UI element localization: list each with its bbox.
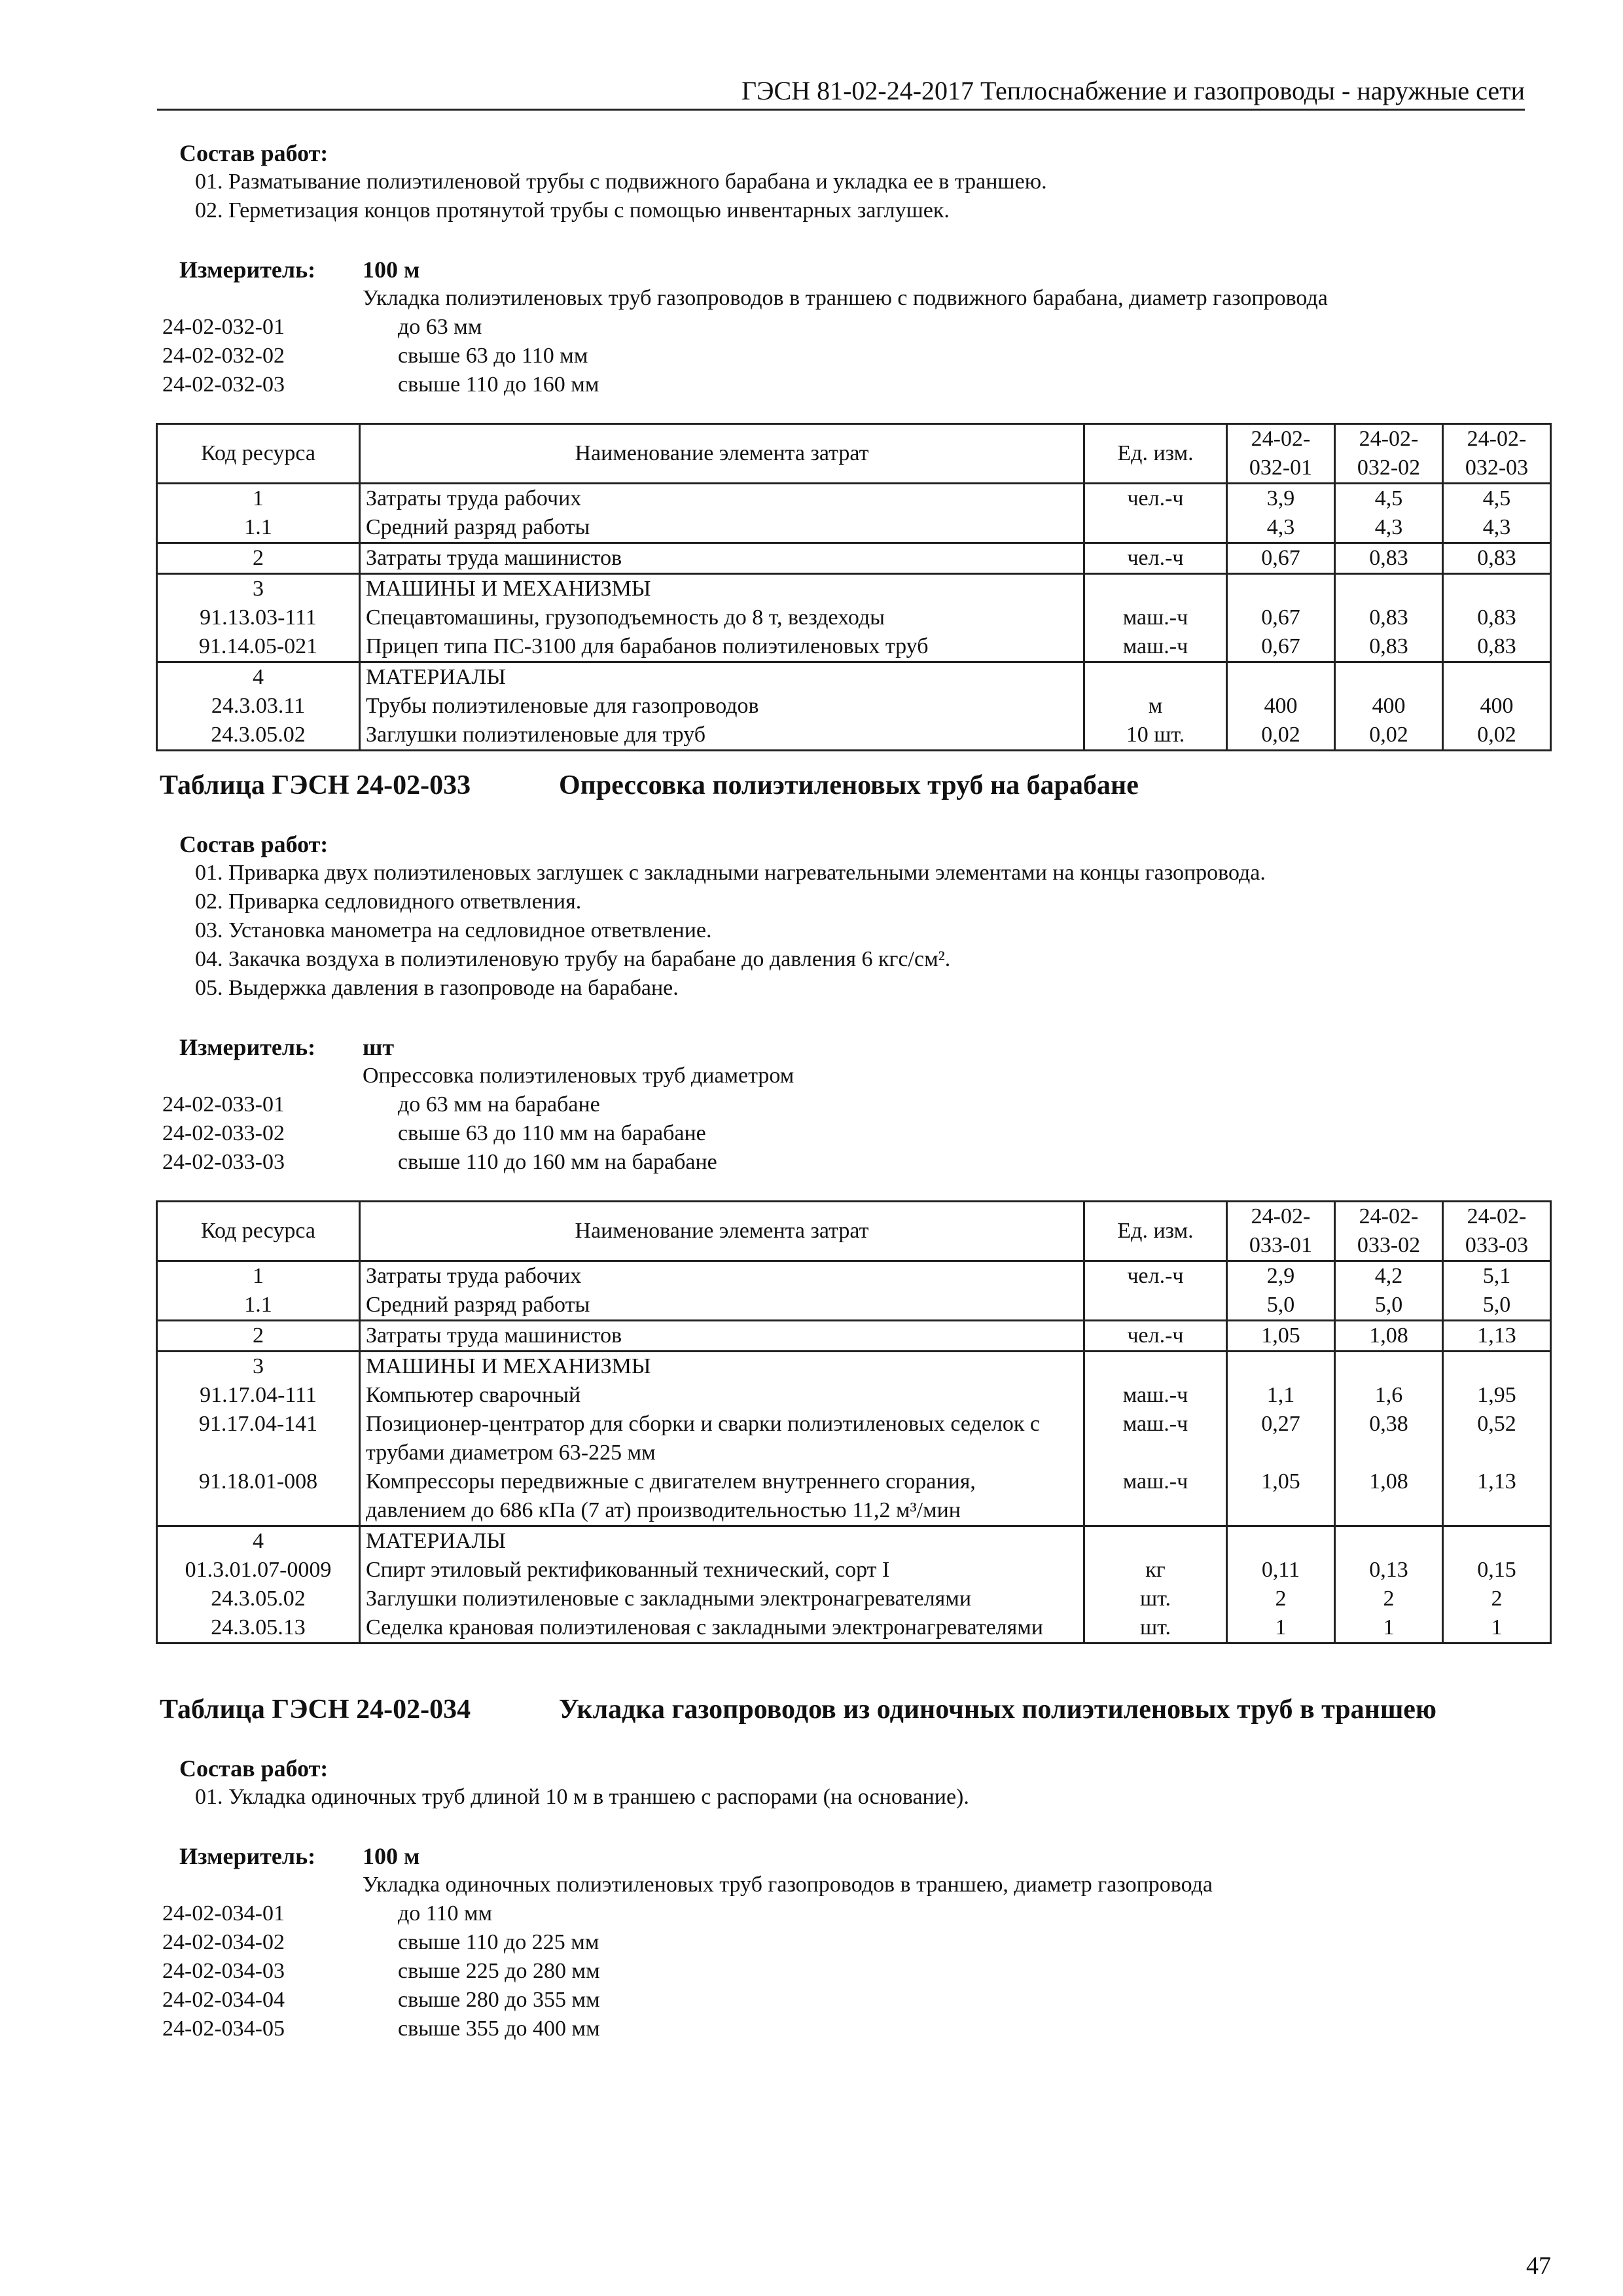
sec2-works [157,830,1531,1003]
cell-value: 4,2 [1335,1261,1443,1291]
cell-value [1227,1526,1335,1556]
code-id: 24-02-032-03 [162,372,285,397]
table-row [157,1585,1551,1613]
works-label: Состав работ: [179,140,329,166]
cell-name: Компьютер сварочный [360,1381,1084,1410]
cell-name: Позиционер-центратор для сборки и сварки полиэтиленовых седелок с трубами диаметром 63-225 мм [360,1410,1084,1467]
cell-value: 1,1 [1227,1381,1335,1410]
header-title: ГЭСН 81-02-24-2017 Теплоснабжение и газопроводы - наружные сети [741,76,1525,105]
header-norm-code: 24-02- 032-02 [1335,424,1443,484]
code-id: 24-02-034-04 [162,1988,285,2012]
table-row [157,1526,1551,1556]
header-norm-code: 24-02- 033-01 [1227,1202,1335,1261]
cell-value: 2 [1443,1585,1551,1613]
cell-name: Заглушки полиэтиленовые для труб [360,721,1084,751]
cell-value: 0,52 [1443,1410,1551,1467]
code-line [157,1928,1531,1957]
cell-code: 4 [157,1526,360,1556]
cell-unit: чел.-ч [1084,484,1227,514]
cell-unit: кг [1084,1556,1227,1585]
cell-value: 2,9 [1227,1261,1335,1291]
work-item: 05. Выдержка давления в газопроводе на барабане. [195,976,679,1000]
code-description: свыше 63 до 110 мм на барабане [398,1121,706,1145]
cell-name: Прицеп типа ПС-3100 для барабанов полиэтиленовых труб [360,632,1084,662]
cell-value [1335,1526,1443,1556]
cell-value: 0,27 [1227,1410,1335,1467]
code-line [157,1119,1531,1148]
code-description: до 110 мм [398,1901,493,1926]
header-norm-code: 24-02- 033-02 [1335,1202,1443,1261]
cell-value: 0,02 [1443,721,1551,751]
table-title-code: Таблица ГЭСН 24-02-033 [160,770,471,800]
meter-label: Измеритель: [179,257,316,283]
table-row [157,662,1551,692]
cell-unit: маш.-ч [1084,632,1227,662]
code-line [157,2015,1531,2043]
meter-label: Измеритель: [179,1843,316,1869]
cell-value: 0,13 [1335,1556,1443,1585]
cell-unit [1084,574,1227,604]
code-line [157,1986,1531,2015]
table-row [157,1467,1551,1526]
cell-value [1227,1352,1335,1382]
cell-code: 2 [157,543,360,574]
code-id: 24-02-034-03 [162,1959,285,1983]
meter-label: Измеритель: [179,1034,316,1060]
cell-unit: 10 шт. [1084,721,1227,751]
meter-unit: шт [363,1034,395,1060]
cell-name: МАШИНЫ И МЕХАНИЗМЫ [360,1352,1084,1382]
code-description: до 63 мм [398,315,482,339]
cell-value: 5,0 [1335,1291,1443,1321]
cell-value: 400 [1443,692,1551,721]
meter-description: Опрессовка полиэтиленовых труб диаметром [363,1064,794,1088]
table-header-row [157,1202,1551,1261]
table-row [157,1352,1551,1382]
works-label: Состав работ: [179,1755,329,1782]
cell-value: 0,83 [1335,603,1443,632]
cell-unit: маш.-ч [1084,1410,1227,1467]
cell-value: 0,02 [1335,721,1443,751]
cell-value: 0,83 [1335,632,1443,662]
table-row [157,513,1551,543]
cell-code: 1.1 [157,1291,360,1321]
cell-name: Спирт этиловый ректификованный технический, сорт I [360,1556,1084,1585]
cell-value: 3,9 [1227,484,1335,514]
header-unit: Ед. изм. [1084,424,1227,484]
meter-unit: 100 м [363,257,420,283]
table-row [157,1556,1551,1585]
cell-value: 1,08 [1335,1467,1443,1526]
cell-value: 0,67 [1227,632,1335,662]
code-description: свыше 110 до 160 мм на барабане [398,1150,717,1174]
page-number: 47 [1526,2252,1551,2280]
code-line [157,342,1531,370]
cell-value: 5,0 [1443,1291,1551,1321]
resource-table-033 [156,1200,1552,1644]
table-row [157,574,1551,604]
cell-unit [1084,1526,1227,1556]
cell-code: 2 [157,1321,360,1352]
header-code: Код ресурса [157,1202,360,1261]
cell-name: Затраты труда машинистов [360,1321,1084,1352]
code-description: свыше 355 до 400 мм [398,2017,600,2041]
work-item: 01. Разматывание полиэтиленовой трубы с подвижного барабана и укладка ее в траншею. [195,170,1047,194]
cell-name: Средний разряд работы [360,1291,1084,1321]
cell-unit [1084,662,1227,692]
code-id: 24-02-034-01 [162,1901,285,1926]
code-id: 24-02-033-02 [162,1121,285,1145]
work-item: 01. Приварка двух полиэтиленовых заглушек с закладными нагревательными элементами на концы газопровода. [195,861,1266,885]
sec2-meter [157,1033,1531,1177]
table-row [157,543,1551,574]
cell-value [1443,662,1551,692]
cell-value: 400 [1227,692,1335,721]
table-row [157,1613,1551,1643]
table-row [157,1410,1551,1467]
cell-value: 1,13 [1443,1467,1551,1526]
cell-name: Заглушки полиэтиленовые с закладными электронагревателями [360,1585,1084,1613]
cell-name: Затраты труда рабочих [360,1261,1084,1291]
table-title-text: Опрессовка полиэтиленовых труб на барабане [559,770,1139,800]
cell-name: Средний разряд работы [360,513,1084,543]
table-row [157,484,1551,514]
page-header [157,76,1525,111]
cell-unit: маш.-ч [1084,1467,1227,1526]
code-line [157,370,1531,399]
cell-value: 1 [1227,1613,1335,1643]
cell-value: 4,3 [1443,513,1551,543]
meter-description: Укладка одиночных полиэтиленовых труб газопроводов в траншею, диаметр газопровода [363,1873,1213,1897]
cell-code: 91.17.04-111 [157,1381,360,1410]
cell-code: 4 [157,662,360,692]
cell-unit: чел.-ч [1084,543,1227,574]
cell-value: 0,83 [1443,543,1551,574]
cell-name: МАШИНЫ И МЕХАНИЗМЫ [360,574,1084,604]
cell-value: 4,5 [1443,484,1551,514]
work-item: 03. Установка манометра на седловидное ответвление. [195,918,712,942]
cell-code: 01.3.01.07-0009 [157,1556,360,1585]
code-description: свыше 63 до 110 мм [398,344,588,368]
header-name: Наименование элемента затрат [360,424,1084,484]
cell-value: 0,83 [1335,543,1443,574]
cell-value [1443,1526,1551,1556]
cell-code: 1 [157,484,360,514]
cell-name: Трубы полиэтиленовые для газопроводов [360,692,1084,721]
sec3-meter [157,1842,1531,2043]
table-title-033 [160,770,1139,801]
work-item: 01. Укладка одиночных труб длиной 10 м в траншею с распорами (на основание). [195,1785,969,1809]
cell-value: 0,67 [1227,603,1335,632]
cell-unit: шт. [1084,1613,1227,1643]
code-description: до 63 мм на барабане [398,1092,600,1117]
work-item: 04. Закачка воздуха в полиэтиленовую трубу на барабане до давления 6 кгс/см². [195,947,951,971]
cell-value: 1,13 [1443,1321,1551,1352]
cell-name: МАТЕРИАЛЫ [360,1526,1084,1556]
cell-value: 1,95 [1443,1381,1551,1410]
header-unit: Ед. изм. [1084,1202,1227,1261]
cell-value: 5,0 [1227,1291,1335,1321]
meter-unit: 100 м [363,1843,420,1869]
cell-unit: маш.-ч [1084,1381,1227,1410]
cell-value: 4,5 [1335,484,1443,514]
cell-value: 1,6 [1335,1381,1443,1410]
cell-value: 0,15 [1443,1556,1551,1585]
cell-code: 91.18.01-008 [157,1467,360,1526]
works-label: Состав работ: [179,831,329,857]
cell-unit [1084,513,1227,543]
header-code: Код ресурса [157,424,360,484]
header-norm-code: 24-02- 032-03 [1443,424,1551,484]
code-line [157,313,1531,342]
resource-table-032 [156,423,1552,751]
cell-name: Затраты труда машинистов [360,543,1084,574]
cell-value: 1,08 [1335,1321,1443,1352]
cell-name: Компрессоры передвижные с двигателем внутреннего сгорания, давлением до 686 кПа (7 ат) производительностью 11,2 м³/мин [360,1467,1084,1526]
cell-value: 0,83 [1443,632,1551,662]
cell-unit: маш.-ч [1084,603,1227,632]
table-title-text: Укладка газопроводов из одиночных полиэтиленовых труб в траншею [559,1695,1437,1725]
cell-value: 0,11 [1227,1556,1335,1585]
cell-name: МАТЕРИАЛЫ [360,662,1084,692]
cell-value [1335,574,1443,604]
table-row [157,603,1551,632]
cell-value: 1,05 [1227,1321,1335,1352]
code-description: свыше 110 до 225 мм [398,1930,599,1954]
cell-code: 3 [157,1352,360,1382]
header-name: Наименование элемента затрат [360,1202,1084,1261]
cell-unit: чел.-ч [1084,1261,1227,1291]
code-id: 24-02-034-05 [162,2017,285,2041]
table-row [157,632,1551,662]
table-row [157,721,1551,751]
table-row [157,1381,1551,1410]
cell-value: 0,02 [1227,721,1335,751]
cell-name: Седелка крановая полиэтиленовая с закладными электронагревателями [360,1613,1084,1643]
cell-unit: шт. [1084,1585,1227,1613]
cell-code: 24.3.03.11 [157,692,360,721]
cell-value [1335,662,1443,692]
code-id: 24-02-033-01 [162,1092,285,1117]
cell-code: 91.13.03-111 [157,603,360,632]
sec1-works [157,139,1531,225]
table-header-row [157,424,1551,484]
cell-code: 3 [157,574,360,604]
code-line [157,1148,1531,1177]
cell-name: Спецавтомашины, грузоподъемность до 8 т, вездеходы [360,603,1084,632]
cell-value [1443,1352,1551,1382]
cell-code: 24.3.05.02 [157,721,360,751]
table-title-code: Таблица ГЭСН 24-02-034 [160,1695,471,1725]
code-description: свыше 110 до 160 мм [398,372,599,397]
cell-value: 400 [1335,692,1443,721]
code-description: свыше 225 до 280 мм [398,1959,600,1983]
sec1-meter [157,255,1531,399]
cell-value [1335,1352,1443,1382]
cell-value: 1 [1335,1613,1443,1643]
cell-code: 1 [157,1261,360,1291]
table-row [157,692,1551,721]
cell-value: 2 [1227,1585,1335,1613]
table-row [157,1291,1551,1321]
cell-unit: м [1084,692,1227,721]
cell-value [1443,574,1551,604]
cell-value: 1 [1443,1613,1551,1643]
code-line [157,1090,1531,1119]
meter-description: Укладка полиэтиленовых труб газопроводов в траншею с подвижного барабана, диаметр газопровода [363,286,1328,310]
work-item: 02. Герметизация концов протянутой трубы с помощью инвентарных заглушек. [195,198,950,223]
cell-unit [1084,1291,1227,1321]
code-line [157,1957,1531,1986]
header-norm-code: 24-02- 033-03 [1443,1202,1551,1261]
header-norm-code: 24-02- 032-01 [1227,424,1335,484]
code-description: свыше 280 до 355 мм [398,1988,600,2012]
cell-unit [1084,1352,1227,1382]
code-id: 24-02-034-02 [162,1930,285,1954]
cell-value [1227,662,1335,692]
cell-code: 24.3.05.13 [157,1613,360,1643]
code-id: 24-02-032-01 [162,315,285,339]
cell-code: 24.3.05.02 [157,1585,360,1613]
table-row [157,1261,1551,1291]
code-id: 24-02-033-03 [162,1150,285,1174]
cell-value [1227,574,1335,604]
cell-value: 0,83 [1443,603,1551,632]
cell-value: 0,67 [1227,543,1335,574]
cell-value: 5,1 [1443,1261,1551,1291]
table-title-034 [160,1694,1437,1725]
cell-value: 0,38 [1335,1410,1443,1467]
sec3-works [157,1754,1531,1812]
cell-value: 4,3 [1227,513,1335,543]
cell-name: Затраты труда рабочих [360,484,1084,514]
code-id: 24-02-032-02 [162,344,285,368]
cell-code: 91.14.05-021 [157,632,360,662]
cell-code: 1.1 [157,513,360,543]
cell-unit: чел.-ч [1084,1321,1227,1352]
cell-value: 1,05 [1227,1467,1335,1526]
cell-code: 91.17.04-141 [157,1410,360,1467]
code-line [157,1899,1531,1928]
cell-value: 2 [1335,1585,1443,1613]
table-row [157,1321,1551,1352]
cell-value: 4,3 [1335,513,1443,543]
work-item: 02. Приварка седловидного ответвления. [195,889,582,914]
